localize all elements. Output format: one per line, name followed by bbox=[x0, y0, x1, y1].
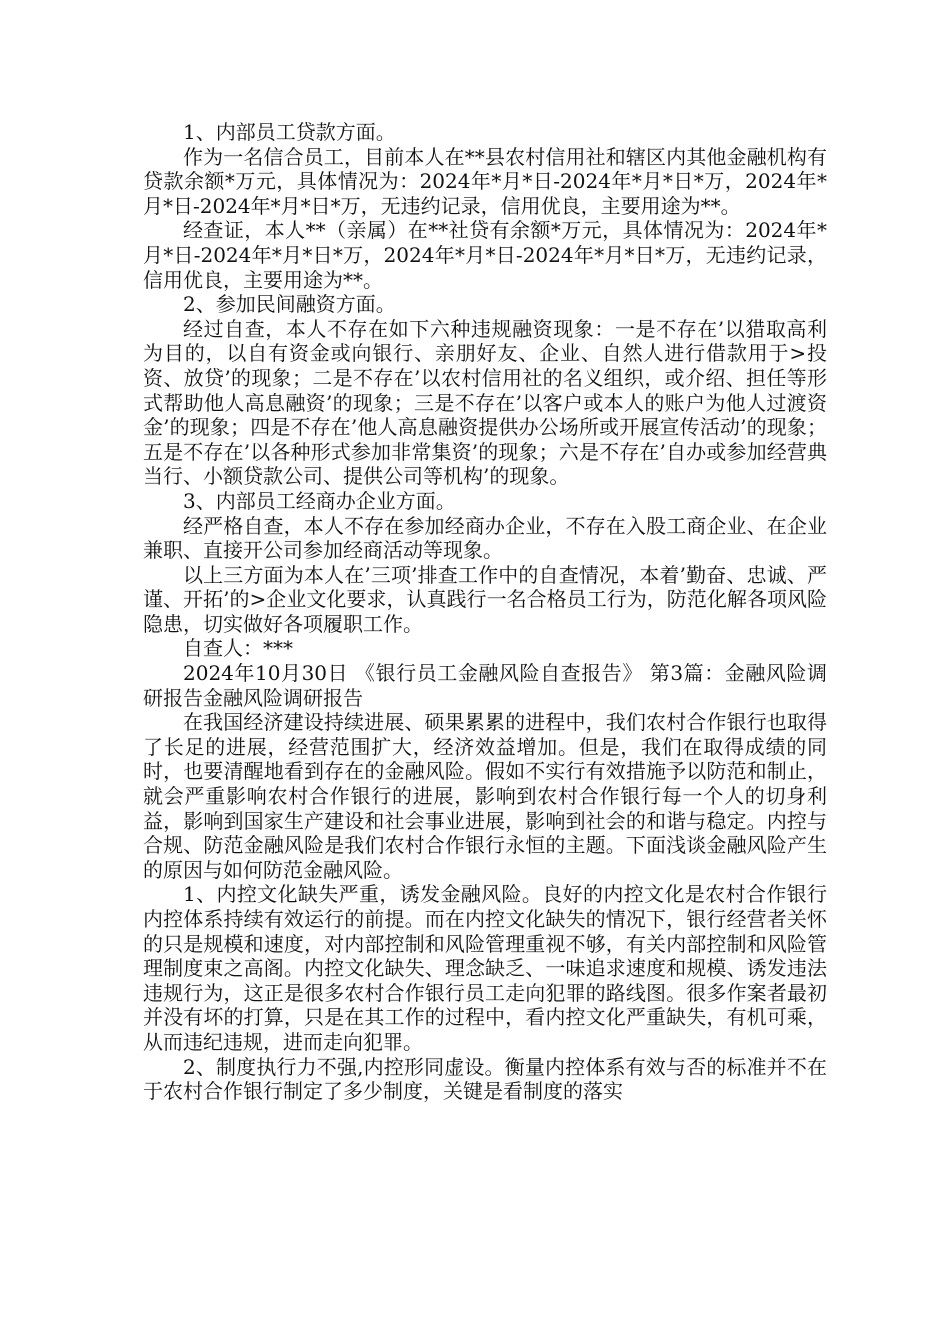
paragraph-internal-control-culture: 1、内控文化缺失严重，诱发金融风险。良好的内控文化是农村合作银行内控体系持续有效运行的前提。而在内控文化缺失的情况下，银行经营者关怀的只是规模和速度，对内部控制和风险管理重视不够，有关内部控制和风险管理制度束之高阁。内控文化缺失、理念缺乏、一味追求速度和规模、诱发违法违规行为，这正是很多农村合作银行员工走向犯罪的路线图。很多作案者最初并没有坏的打算，只是在其工作的过程中，看内控文化严重缺失，有机可乘，从而违纪违规，进而走向犯罪。 bbox=[143, 882, 827, 1054]
paragraph-six-violations: 经过自查，本人不存在如下六种违规融资现象：一是不存在’以猎取高利为目的，以自有资金或向银行、亲朋好友、企业、自然人进行借款用于>投资、放贷’的现象；二是不存在’以农村信用社的名义组织，或介绍、担任等形式帮助他人高息融资’的现象；三是不存在’以客户或本人的账户为他人过渡资金’的现象；四是不存在’他人高息融资提供办公场所或开展宣传活动’的现象；五是不存在’以各种形式参加非常集资’的现象；六是不存在’自办或参加经营典当行、小额贷款公司、提供公司等机构’的现象。 bbox=[143, 316, 827, 489]
paragraph-business-check: 经严格自查，本人不存在参加经商办企业，不存在入股工商企业、在企业兼职、直接开公司参加经商活动等现象。 bbox=[143, 513, 827, 563]
paragraph-intro: 在我国经济建设持续进展、硕果累累的进程中，我们农村合作银行也取得了长足的进展，经营范围扩大，经济效益增加。但是，我们在取得成绩的同时，也要清醒地看到存在的金融风险。假如不实行有效措施予以防范和制止，就会严重影响农村合作银行的进展，影响到农村合作银行每一个人的切身利益，影响到国家生产建设和社会事业进展，影响到社会的和谐与稳定。内控与合规、防范金融风险是我们农村合作银行永恒的主题。下面浅谈金融风险产生的原因与如何防范金融风险。 bbox=[143, 710, 827, 882]
section-heading-business-operation: 3、内部员工经商办企业方面。 bbox=[183, 488, 456, 513]
paragraph-execution-weak: 2、制度执行力不强,内控形同虚设。衡量内控体系有效与否的标准并不在于农村合作银行制定了多少制度，关键是看制度的落实 bbox=[143, 1054, 827, 1104]
section-heading-private-financing: 2、参加民间融资方面。 bbox=[183, 292, 396, 317]
paragraph-summary: 以上三方面为本人在’三项’排查工作中的自查情况，本着’勤奋、忠诚、严谨、开拓’的>企业文化要求，认真践行一名合格员工行为，防范化解各项风险隐患，切实做好各项履职工作。 bbox=[143, 562, 827, 636]
paragraph-relative-loans: 经查证，本人**（亲属）在**社贷有余额*万元，具体情况为：2024年*月*日-2024年*月*日*万，2024年*月*日-2024年*月*日*万，无违约记录，信用优良，主要用途为**。 bbox=[143, 218, 827, 292]
document-body bbox=[143, 120, 827, 1104]
section-heading-staff-loans: 1、内部员工贷款方面。 bbox=[183, 120, 396, 144]
signature-line: 自查人：*** bbox=[183, 636, 293, 661]
date-and-next-title: 2024年10月30日 《银行员工金融风险自查报告》 第3篇：金融风险调研报告金融风险调研报告 bbox=[143, 661, 827, 710]
paragraph-personal-loans: 作为一名信合员工，目前本人在**县农村信用社和辖区内其他金融机构有贷款余额*万元，具体情况为：2024年*月*日-2024年*月*日*万，2024年*月*日-2024年*月*日*万，无违约记录，信用优良，主要用途为**。 bbox=[143, 144, 827, 218]
